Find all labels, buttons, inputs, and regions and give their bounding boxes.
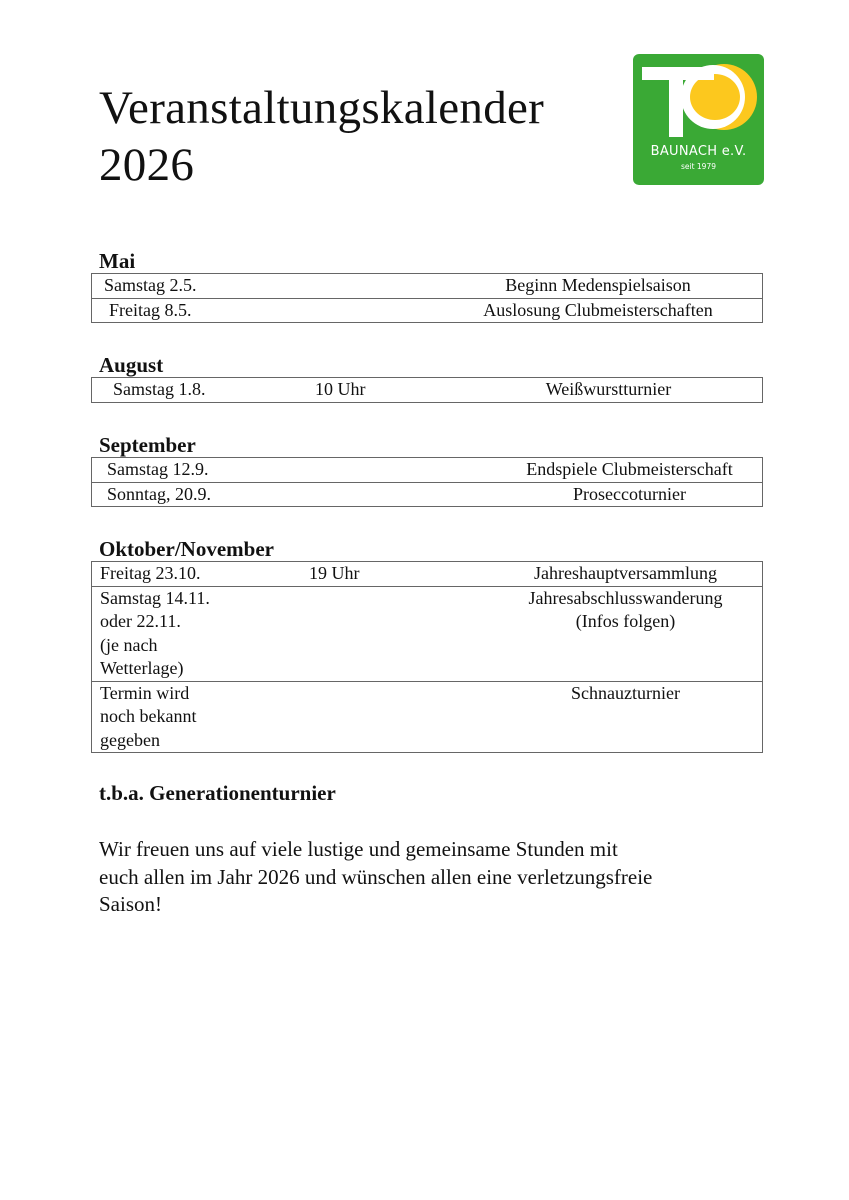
event-name: Schnauzturnier — [449, 681, 763, 753]
date-line: Termin wird — [100, 682, 190, 703]
table-row — [92, 681, 763, 753]
logo-letter-c-counter — [690, 74, 740, 120]
logo-since: seit 1979 — [680, 162, 717, 171]
event-time — [294, 298, 434, 323]
month-heading: September — [99, 433, 196, 457]
table-row — [92, 562, 763, 587]
table-row — [92, 482, 763, 507]
event-date — [92, 681, 291, 753]
table-row — [92, 586, 763, 681]
section-mai — [91, 249, 763, 323]
events-table — [91, 457, 763, 507]
closing-line: Saison! — [99, 892, 162, 916]
logo-club-name: BAUNACH e.V. — [650, 144, 747, 159]
section-oktober-november — [91, 537, 763, 753]
title-line-2: 2026 — [99, 139, 195, 191]
month-heading: August — [99, 353, 164, 377]
table-row — [92, 458, 763, 483]
month-heading: Oktober/November — [99, 537, 274, 561]
event-name: Endspiele Clubmeisterschaft — [437, 458, 763, 483]
tba-event: t.b.a. Generationenturnier — [99, 781, 336, 805]
event-name — [449, 586, 763, 681]
event-date: Samstag 12.9. — [92, 458, 298, 483]
table-row — [92, 274, 763, 299]
club-logo — [633, 54, 764, 185]
event-time — [297, 482, 437, 507]
page-title — [99, 80, 544, 194]
event-name: Proseccoturnier — [437, 482, 763, 507]
event-date — [92, 586, 291, 681]
event-name: Weißwurstturnier — [455, 378, 763, 403]
events-table — [91, 561, 763, 753]
event-line: (Infos folgen) — [575, 611, 676, 631]
date-line: oder 22.11. — [100, 611, 181, 631]
event-line: Jahresabschlusswanderung — [528, 587, 723, 608]
event-time — [294, 274, 434, 299]
closing-line: Wir freuen uns auf viele lustige und gemeinsame Stunden mit — [99, 837, 618, 861]
event-time: 10 Uhr — [303, 378, 455, 403]
event-date: Samstag 2.5. — [92, 274, 295, 299]
title-line-1: Veranstaltungskalender — [99, 82, 545, 134]
date-line: Samstag 14.11. — [100, 587, 210, 608]
date-line: gegeben — [100, 729, 160, 750]
closing-message — [99, 836, 779, 919]
event-date: Freitag 8.5. — [92, 298, 295, 323]
event-time — [297, 458, 437, 483]
date-line: noch bekannt — [100, 706, 197, 726]
events-table — [91, 377, 763, 403]
event-time — [290, 586, 449, 681]
section-september — [91, 433, 763, 507]
month-heading: Mai — [99, 249, 136, 273]
date-line: Wetterlage) — [100, 658, 184, 678]
event-time — [290, 681, 449, 753]
logo-letter-t-stem — [669, 67, 683, 137]
date-line: (je nach — [100, 634, 158, 655]
table-row — [92, 298, 763, 323]
event-date: Sonntag, 20.9. — [92, 482, 298, 507]
event-name: Jahreshauptversammlung — [449, 562, 763, 587]
event-date: Samstag 1.8. — [92, 378, 304, 403]
events-table — [91, 273, 763, 323]
event-name: Beginn Medenspielsaison — [434, 274, 763, 299]
closing-line: euch allen im Jahr 2026 und wünschen allen eine verletzungsfreie — [99, 864, 653, 889]
event-time: 19 Uhr — [290, 562, 449, 587]
event-name: Auslosung Clubmeisterschaften — [434, 298, 763, 323]
section-august — [91, 353, 763, 403]
table-row — [92, 378, 763, 403]
event-date: Freitag 23.10. — [92, 562, 291, 587]
